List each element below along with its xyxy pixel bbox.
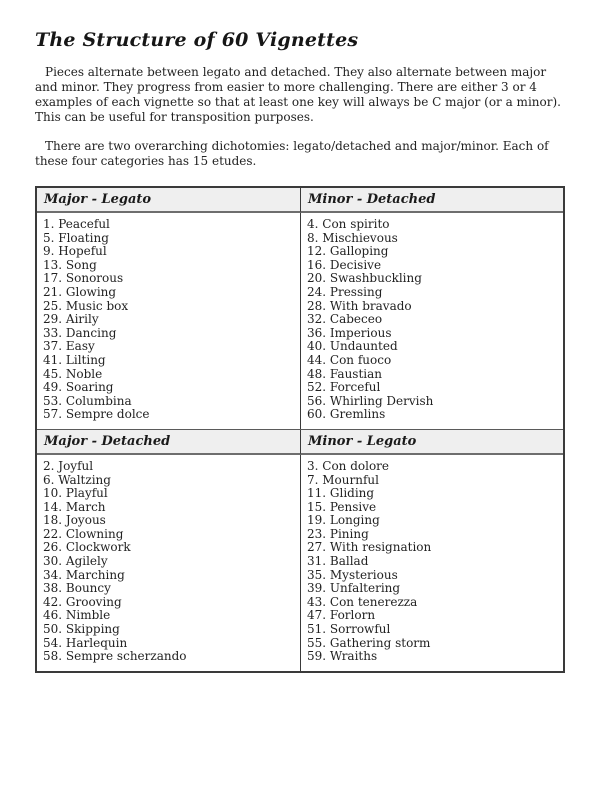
- vignette-item: 19. Longing: [307, 513, 380, 528]
- header-minor-legato: Minor - Legato: [300, 430, 563, 455]
- vignette-item: 13. Song: [43, 257, 97, 272]
- vignette-item: 26. Clockwork: [43, 540, 131, 555]
- vignette-item: 1. Peaceful: [43, 217, 110, 231]
- table-section-bottom: [37, 429, 563, 671]
- vignette-item: 38. Bouncy: [43, 581, 111, 596]
- header-major-legato: Major - Legato: [37, 188, 300, 213]
- vignette-item: 36. Imperious: [307, 325, 392, 340]
- vignette-item: 15. Pensive: [307, 499, 377, 514]
- cell-minor-legato-list: [300, 455, 563, 671]
- vignette-item: 46. Nimble: [43, 608, 111, 623]
- vignette-item: 12. Galloping: [307, 244, 389, 259]
- vignette-item: 4. Con spirito: [307, 217, 390, 231]
- vignette-item: 41. Lilting: [43, 352, 106, 367]
- vignette-item: 34. Marching: [43, 567, 125, 582]
- cell-major-detached-list: [37, 455, 300, 671]
- vignette-item: 10. Playful: [43, 486, 108, 501]
- intro-paragraph-2: There are two overarching dichotomies: legato/detached and major/minor. Each of these four categories has 15 etudes.: [35, 139, 549, 168]
- vignette-item: 30. Agilely: [43, 554, 108, 569]
- body-row-bottom: [37, 455, 563, 671]
- vignette-item: 3. Con dolore: [307, 458, 390, 473]
- vignette-item: 37. Easy: [43, 339, 95, 354]
- vignette-item: 35. Mysterious: [307, 567, 398, 582]
- header-row-top: [37, 188, 563, 213]
- cell-minor-detached-list: [300, 213, 563, 429]
- vignette-item: 11. Gliding: [307, 486, 375, 501]
- vignette-item: 51. Sorrowful: [307, 622, 391, 637]
- cell-major-legato-list: [37, 213, 300, 429]
- vignette-item: 59. Wraiths: [307, 649, 378, 664]
- vignette-item: 40. Undaunted: [307, 339, 398, 354]
- vignette-item: 33. Dancing: [43, 325, 117, 340]
- vignette-item: 23. Pining: [307, 526, 369, 541]
- vignette-item: 48. Faustian: [307, 366, 382, 381]
- vignette-item: 16. Decisive: [307, 257, 382, 272]
- vignette-item: 29. Airily: [43, 312, 99, 327]
- vignette-item: 42. Grooving: [43, 594, 122, 609]
- vignette-item: 54. Harlequin: [43, 635, 128, 650]
- vignette-item: 50. Skipping: [43, 622, 120, 637]
- vignette-item: 7. Mournful: [307, 472, 379, 487]
- header-row-bottom: [37, 430, 563, 455]
- vignette-item: 17. Sonorous: [43, 271, 124, 286]
- vignette-item: 24. Pressing: [307, 284, 383, 299]
- vignette-item: 27. With resignation: [307, 540, 432, 555]
- table-section-top: [37, 188, 563, 429]
- page-title: The Structure of 60 Vignettes: [35, 29, 359, 51]
- vignette-item: 31. Ballad: [307, 554, 369, 569]
- vignette-item: 45. Noble: [43, 366, 103, 381]
- document-page: [0, 29, 600, 673]
- vignette-item: 32. Cabeceo: [307, 312, 383, 327]
- vignette-item: 53. Columbina: [43, 393, 132, 408]
- vignette-item: 43. Con tenerezza: [307, 594, 418, 609]
- vignette-item: 21. Glowing: [43, 284, 117, 299]
- vignette-item: 9. Hopeful: [43, 244, 107, 259]
- header-minor-detached: Minor - Detached: [300, 188, 563, 213]
- header-major-detached: Major - Detached: [37, 430, 300, 455]
- vignette-item: 57. Sempre dolce: [43, 407, 150, 422]
- body-row-top: [37, 213, 563, 429]
- vignette-item: 25. Music box: [43, 298, 129, 313]
- vignette-item: 2. Joyful: [43, 458, 94, 473]
- intro-paragraph-1: Pieces alternate between legato and detached. They also alternate between major and minor. They progress from easier to more challenging. There are either 3 or 4 examples of each vignette so that at least one key will always be C major (or a minor). This can be useful for transposition purposes.: [35, 65, 561, 124]
- vignette-item: 52. Forceful: [307, 380, 381, 395]
- vignette-item: 20. Swashbuckling: [307, 271, 422, 286]
- vignette-item: 55. Gathering storm: [307, 635, 431, 650]
- vignette-item: 14. March: [43, 499, 106, 514]
- vignette-item: 58. Sempre scherzando: [43, 649, 187, 664]
- vignette-item: 6. Waltzing: [43, 472, 111, 487]
- vignette-item: 22. Clowning: [43, 526, 124, 541]
- vignette-item: 39. Unfaltering: [307, 581, 401, 596]
- vignette-table: [35, 186, 565, 673]
- vignette-item: 8. Mischievous: [307, 230, 398, 245]
- vignette-item: 60. Gremlins: [307, 407, 386, 422]
- vignette-item: 56. Whirling Dervish: [307, 393, 434, 408]
- vignette-item: 49. Soaring: [43, 380, 114, 395]
- vignette-item: 18. Joyous: [43, 513, 106, 528]
- vignette-item: 5. Floating: [43, 230, 109, 245]
- vignette-item: 28. With bravado: [307, 298, 412, 313]
- vignette-item: 47. Forlorn: [307, 608, 376, 623]
- vignette-item: 44. Con fuoco: [307, 352, 392, 367]
